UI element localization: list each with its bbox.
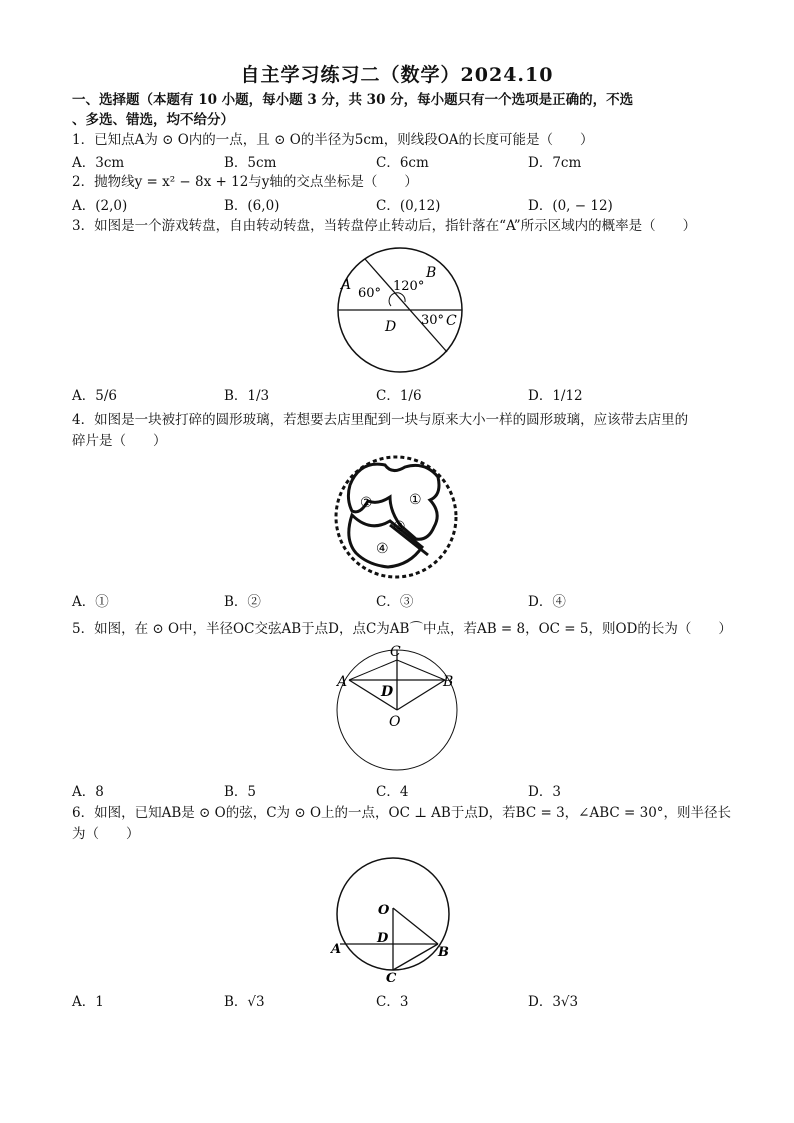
option-c: C．6cm xyxy=(376,155,429,171)
option-a: A．(2,0) xyxy=(72,198,128,214)
option-c: C．1/6 xyxy=(376,388,422,404)
option-d: D．3 xyxy=(528,784,561,800)
section-heading-line1: 一、选择题（本题有 10 小题，每小题 3 分，共 30 分，每小题只有一个选项是正确的，不选 xyxy=(72,92,634,108)
question-2-stem: 2．抛物线y = x² − 8x + 12与y轴的交点坐标是（ ） xyxy=(72,174,418,190)
chord-radius-figure xyxy=(335,642,465,772)
option-a: A．3cm xyxy=(72,155,125,171)
option-a: A．5/6 xyxy=(72,388,117,404)
page-title: 自主学习练习二（数学）2024.10 xyxy=(240,64,554,86)
option-c: C．(0,12) xyxy=(376,198,441,214)
label-c: C xyxy=(386,971,397,986)
option-b: B．(6,0) xyxy=(224,198,280,214)
option-d: D．1/12 xyxy=(528,388,583,404)
question-6-options xyxy=(72,990,712,1010)
question-1-stem: 1．已知点A为 ⊙ O内的一点，且 ⊙ O的半径为5cm，则线段OA的长度可能是（ ） xyxy=(72,132,594,148)
option-c: C．4 xyxy=(376,784,409,800)
question-4-options xyxy=(72,590,712,610)
question-6-stem-line1: 6．如图，已知AB是 ⊙ O的弦，C为 ⊙ O上的一点，OC ⊥ AB于点D，若BC = 3，∠ABC = 30°，则半径长 xyxy=(72,805,732,821)
piece-2-label: ② xyxy=(360,495,373,511)
spinner-figure xyxy=(325,240,475,380)
angle-120-label: 120° xyxy=(393,279,425,294)
label-o: O xyxy=(378,903,390,918)
piece-4-label: ④ xyxy=(376,541,389,557)
option-b: B．5 xyxy=(224,784,257,800)
option-b: B．5cm xyxy=(224,155,277,171)
angle-60-label: 60° xyxy=(358,286,382,301)
section-heading-line2: 、多选、错选，均不给分） xyxy=(72,112,234,128)
label-c: C xyxy=(446,313,457,329)
label-a: A xyxy=(331,942,342,957)
label-a: A xyxy=(337,674,348,690)
label-c: C xyxy=(390,644,401,660)
option-b: B．√3 xyxy=(224,994,265,1010)
chord-perpendicular-figure xyxy=(328,856,464,986)
angle-30-label: 30° xyxy=(421,313,445,328)
question-5-options xyxy=(72,780,712,800)
question-2-options xyxy=(72,194,712,214)
option-a: A．1 xyxy=(72,994,104,1010)
label-b: B xyxy=(438,945,449,960)
broken-glass-figure xyxy=(330,455,466,583)
question-3-stem: 3．如图是一个游戏转盘，自由转动转盘，当转盘停止转动后，指针落在“A”所示区域内的概率是（ ） xyxy=(72,218,697,234)
question-4-stem-line2: 碎片是（ ） xyxy=(72,433,167,449)
label-b: B xyxy=(426,265,437,281)
piece-3-label: ③ xyxy=(393,519,406,535)
label-a: A xyxy=(341,277,352,293)
option-a: A．① xyxy=(72,594,109,610)
label-o: O xyxy=(389,714,401,730)
question-5-stem: 5．如图，在 ⊙ O中，半径OC交弦AB于点D，点C为AB⌒中点，若AB = 8，OC = 5，则OD的长为（ ） xyxy=(72,621,732,637)
label-b: B xyxy=(443,674,454,690)
question-4-stem-line1: 4．如图是一块被打碎的圆形玻璃，若想要去店里配到一块与原来大小一样的圆形玻璃，应该带去店里的 xyxy=(72,412,689,428)
piece-1-label: ① xyxy=(409,492,422,508)
option-d: D．3√3 xyxy=(528,994,579,1010)
option-d: D．7cm xyxy=(528,155,582,171)
question-1-options xyxy=(72,151,712,171)
option-b: B．1/3 xyxy=(224,388,270,404)
label-d: D xyxy=(385,319,397,335)
option-c: C．③ xyxy=(376,594,414,610)
label-d: D xyxy=(381,684,394,700)
question-6-stem-line2: 为（ ） xyxy=(72,826,140,842)
option-d: D．④ xyxy=(528,594,566,610)
option-c: C．3 xyxy=(376,994,409,1010)
label-d: D xyxy=(377,931,389,946)
question-3-options xyxy=(72,384,712,404)
option-b: B．② xyxy=(224,594,261,610)
option-a: A．8 xyxy=(72,784,104,800)
option-d: D．(0, − 12) xyxy=(528,198,613,214)
